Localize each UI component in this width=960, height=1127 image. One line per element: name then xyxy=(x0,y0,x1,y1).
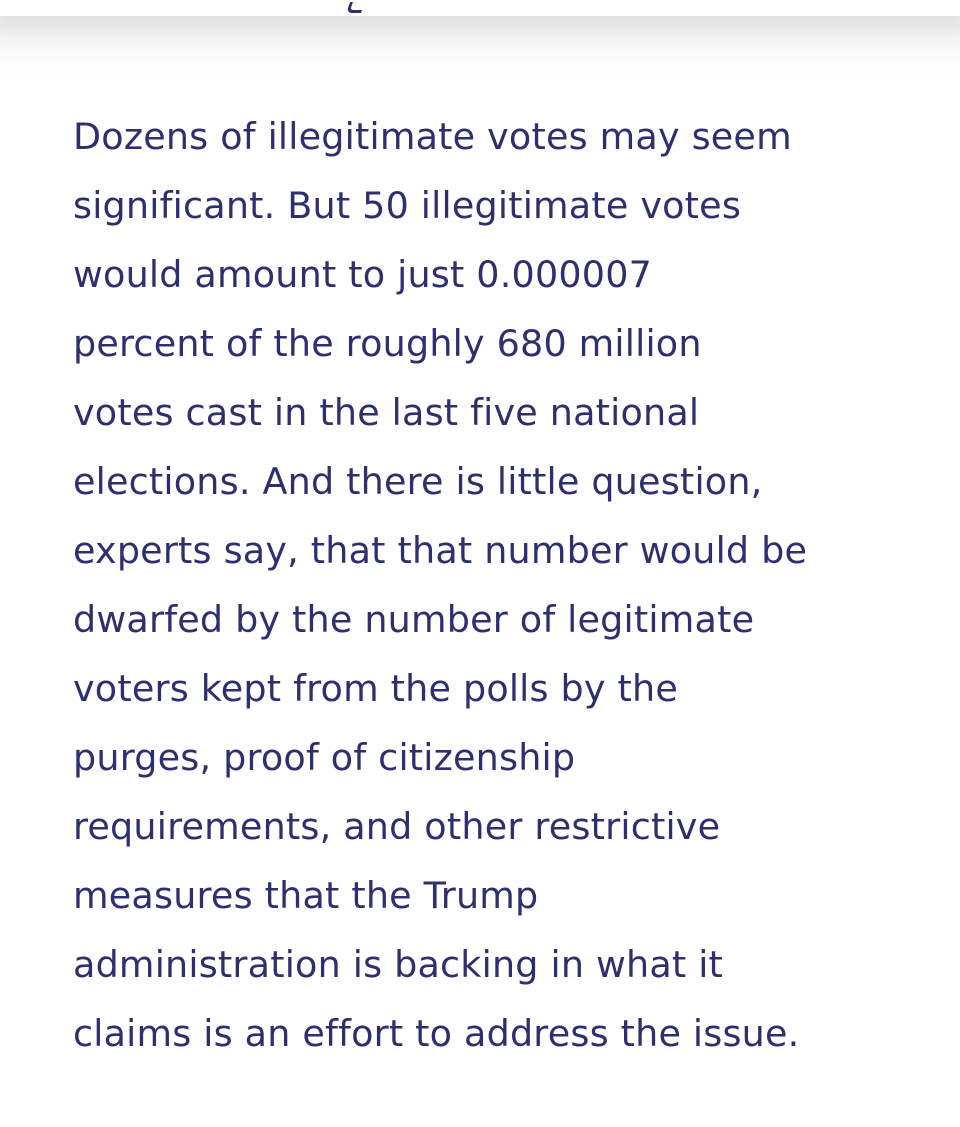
article-body xyxy=(73,102,943,1068)
previous-paragraph-edge xyxy=(0,0,960,16)
scroll-shadow xyxy=(0,16,960,80)
cut-off-text-fragment xyxy=(346,2,365,13)
article-paragraph: Dozens of illegitimate votes may seem significant. But 50 illegitimate votes would amount to just 0.000007 percent of the roughly 680 million votes cast in the last five national elections. And there is little question, experts say, that that number would be dwarfed by the number of legitimate voters kept from the polls by the purges, proof of citizenship requirements, and other restrictive measures that the Trump administration is backing in what it claims is an effort to address the issue. xyxy=(73,115,808,1055)
